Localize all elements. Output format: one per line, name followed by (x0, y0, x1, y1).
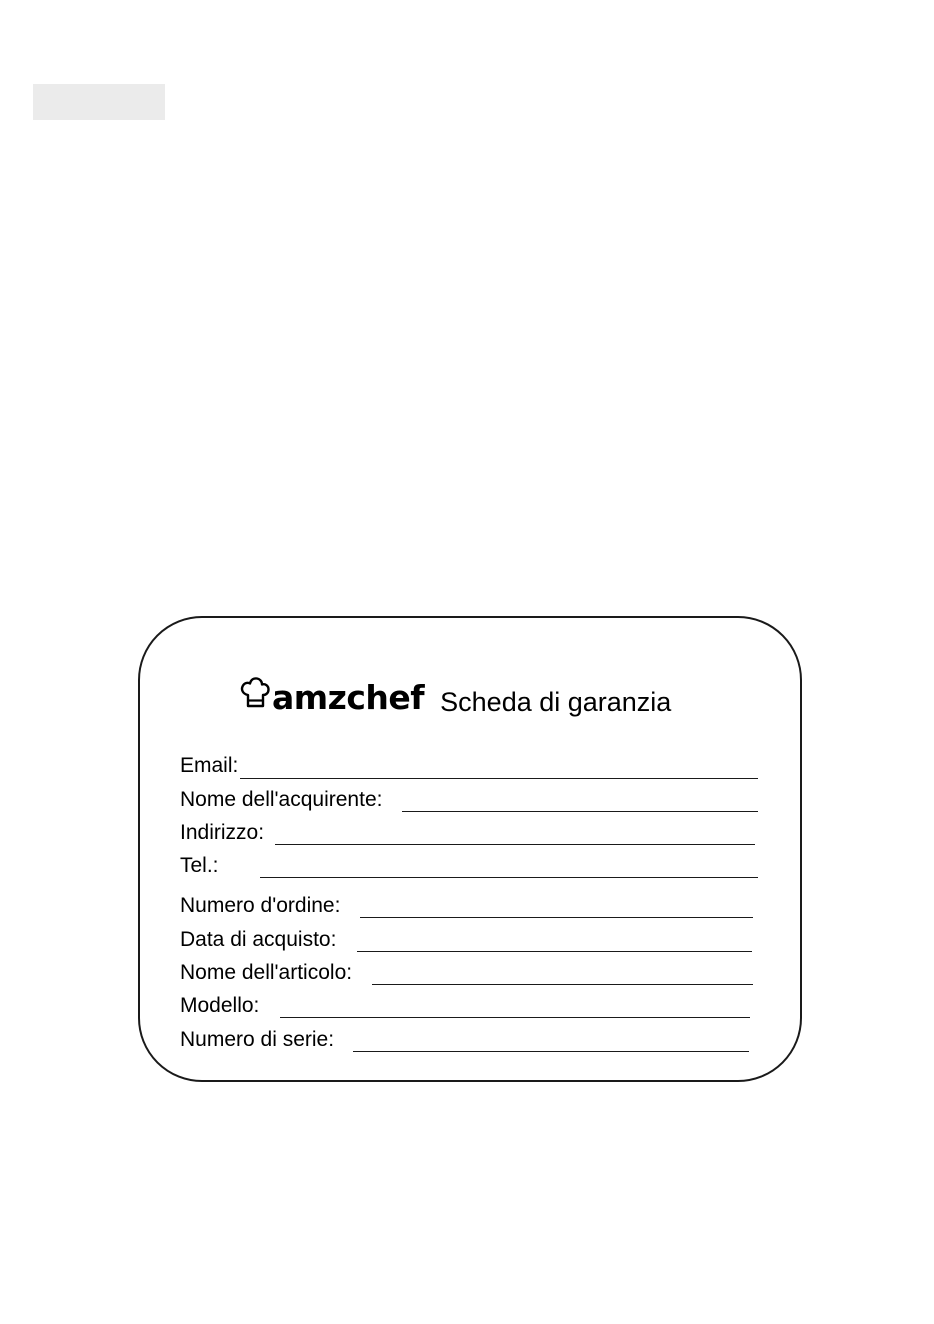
field-label: Data di acquisto: (180, 928, 337, 951)
field-label: Email: (180, 754, 239, 777)
brand-logo-text: amzchef (272, 678, 425, 717)
gray-placeholder-block (33, 84, 165, 120)
field-label: Numero di serie: (180, 1028, 335, 1051)
field-label: Tel.: (180, 854, 219, 877)
field-label: Indirizzo: (180, 821, 265, 844)
field-label: Nome dell'acquirente: (180, 788, 383, 811)
field-order-number (180, 890, 760, 918)
field-underline[interactable] (357, 951, 752, 952)
warranty-card (138, 616, 802, 1082)
field-serial-number (180, 1024, 760, 1052)
field-underline[interactable] (240, 778, 758, 779)
field-email (180, 750, 760, 778)
chef-hat-icon (240, 676, 270, 712)
field-item-name (180, 957, 760, 985)
field-label: Modello: (180, 994, 260, 1017)
field-phone (180, 850, 760, 878)
field-underline[interactable] (402, 811, 758, 812)
field-underline[interactable] (280, 1017, 750, 1018)
field-buyer-name (180, 784, 760, 812)
field-underline[interactable] (260, 877, 758, 878)
field-underline[interactable] (275, 844, 755, 845)
brand-logo (240, 670, 425, 717)
card-header (240, 670, 672, 717)
field-model (180, 990, 760, 1018)
field-address (180, 817, 760, 845)
field-underline[interactable] (372, 984, 753, 985)
field-underline[interactable] (353, 1051, 749, 1052)
field-label: Numero d'ordine: (180, 894, 341, 917)
field-purchase-date (180, 924, 760, 952)
field-underline[interactable] (360, 917, 753, 918)
field-label: Nome dell'articolo: (180, 961, 353, 984)
card-title: Scheda di garanzia (440, 687, 672, 717)
